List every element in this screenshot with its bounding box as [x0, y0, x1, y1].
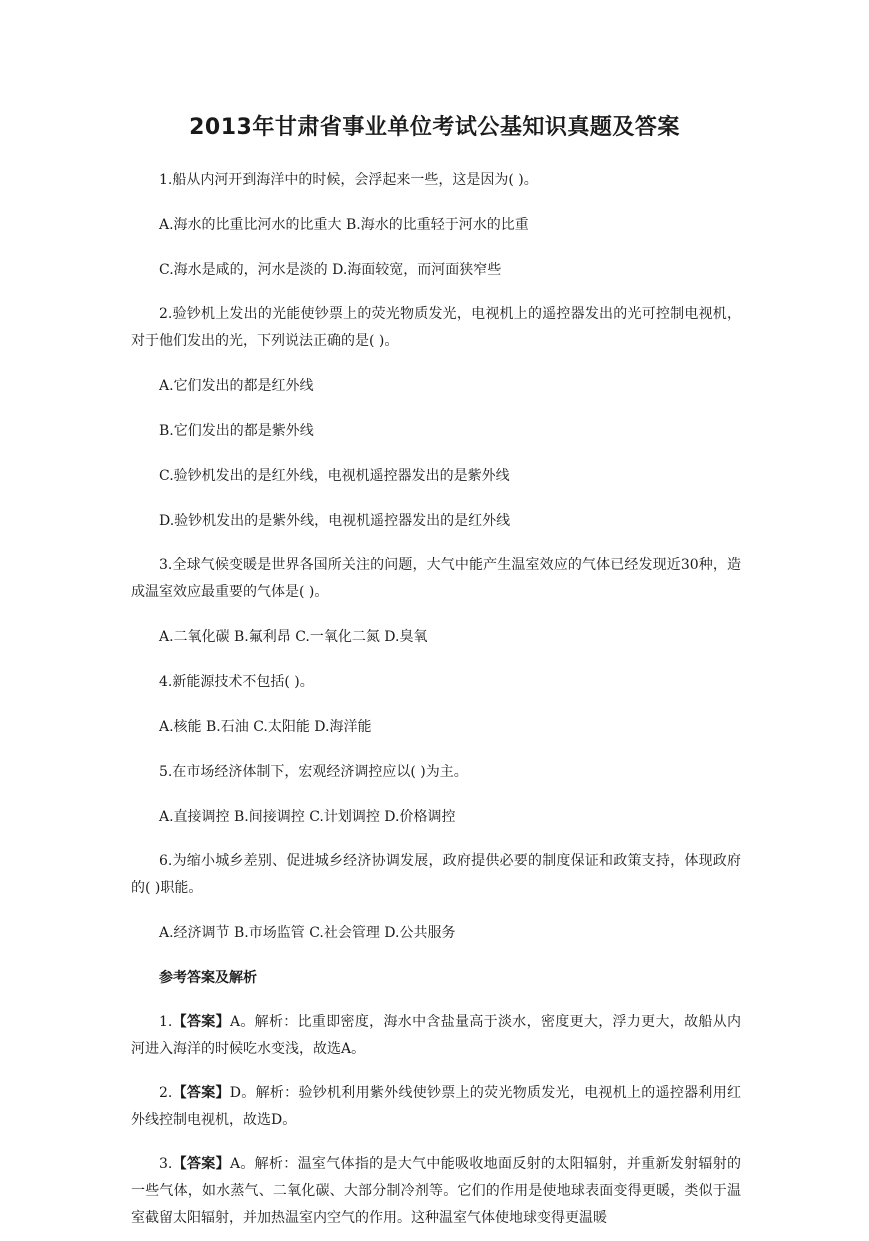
question-2: 2.验钞机上发出的光能使钞票上的荧光物质发光，电视机上的遥控器发出的光可控制电视机，对于他们发出的光，下列说法正确的是( )。 [131, 306, 741, 349]
question-6-options: A.经济调节 B.市场监管 C.社会管理 D.公共服务 [159, 925, 456, 941]
question-5-options: A.直接调控 B.间接调控 C.计划调控 D.价格调控 [159, 809, 456, 825]
question-1: 1.船从内河开到海洋中的时候，会浮起来一些，这是因为( )。 [159, 172, 538, 188]
question-5: 5.在市场经济体制下，宏观经济调控应以( )为主。 [159, 764, 468, 780]
question-1-options-cd: C.海水是咸的，河水是淡的 D.海面较宽，而河面狭窄些 [159, 262, 502, 278]
answer-number: 1. [159, 1014, 173, 1030]
question-6: 6.为缩小城乡差别、促进城乡经济协调发展，政府提供必要的制度保证和政策支持，体现政府的( )职能。 [131, 853, 741, 896]
answer-1 [131, 1001, 741, 1072]
answer-2 [131, 1072, 741, 1143]
answer-text: A。解析：温室气体指的是大气中能吸收地面反射的太阳辐射，并重新发射辐射的一些气体，如水蒸气、二氧化碳、大部分制冷剂等。它们的作用是使地球表面变得更暖，类似于温室截留太阳辐射，并加热温室内空气的作用。这种温室气体使地球变得更温暖 [131, 1156, 742, 1226]
question-3: 3.全球气候变暖是世界各国所关注的问题，大气中能产生温室效应的气体已经发现近30种，造成温室效应最重要的气体是( )。 [131, 557, 741, 600]
answer-number: 3. [159, 1156, 173, 1172]
document-body [131, 158, 741, 1241]
question-2-option-b: B.它们发出的都是紫外线 [159, 423, 314, 439]
question-2-option-d: D.验钞机发出的是紫外线，电视机遥控器发出的是红外线 [159, 513, 511, 529]
question-1-options-ab: A.海水的比重比河水的比重大 B.海水的比重轻于河水的比重 [159, 217, 529, 233]
answers-heading: 参考答案及解析 [159, 970, 257, 986]
answer-number: 2. [159, 1085, 173, 1101]
question-3-options: A.二氧化碳 B.氟利昂 C.一氧化二氮 D.臭氧 [159, 629, 428, 645]
answer-3 [131, 1143, 741, 1241]
question-4-options: A.核能 B.石油 C.太阳能 D.海洋能 [159, 719, 372, 735]
answer-text: A。解析：比重即密度，海水中含盐量高于淡水，密度更大，浮力更大，故船从内河进入海洋的时候吃水变浅，故选A。 [131, 1014, 742, 1057]
question-2-option-a: A.它们发出的都是红外线 [159, 378, 314, 394]
answer-tag: 【答案】 [172, 1156, 230, 1172]
answer-tag: 【答案】 [172, 1014, 230, 1030]
question-2-option-c: C.验钞机发出的是红外线，电视机遥控器发出的是紫外线 [159, 468, 510, 484]
question-4: 4.新能源技术不包括( )。 [159, 674, 314, 690]
answer-text: D。解析：验钞机利用紫外线使钞票上的荧光物质发光，电视机上的遥控器利用红外线控制电视机，故选D。 [131, 1085, 741, 1128]
document-title: 2013年甘肃省事业单位考试公基知识真题及答案 [189, 115, 680, 140]
answer-tag: 【答案】 [172, 1085, 230, 1101]
